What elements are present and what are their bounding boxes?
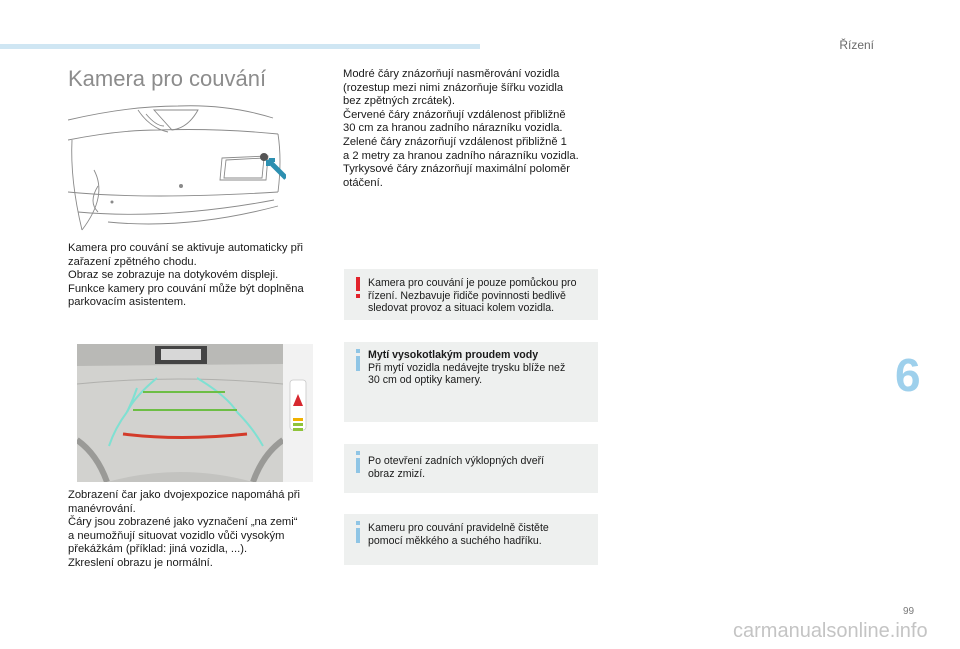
description-line: Červené čáry znázorňují vzdálenost přibližně xyxy=(343,108,566,121)
section-name: Řízení xyxy=(839,38,874,52)
description-line: a 2 metry za hranou zadního nárazníku vozidla. xyxy=(343,149,579,162)
intro-line: Obraz se zobrazuje na dotykovém displeji. xyxy=(68,269,279,282)
guide-lines-description xyxy=(343,68,605,190)
washing-info-note xyxy=(344,342,598,422)
warning-note xyxy=(344,269,598,320)
intro-text xyxy=(68,242,330,310)
note-line: Zobrazení čar jako dvojexpozice napomáhá při xyxy=(68,489,300,501)
note-line: manévrování. xyxy=(68,502,136,515)
washing-line: 30 cm od optiky kamery. xyxy=(368,374,483,387)
doors-info-note xyxy=(344,444,598,493)
rear-camera-car-illustration xyxy=(68,100,286,234)
description-line: bez zpětných zrcátek). xyxy=(343,95,455,108)
intro-line: Kamera pro couvání se aktivuje automaticky při xyxy=(68,242,304,254)
camera-display-note xyxy=(68,489,330,571)
note-line: Zkreslení obrazu je normální. xyxy=(68,556,213,569)
intro-line: parkovacím asistentem. xyxy=(68,296,187,309)
cleaning-line: Kameru pro couvání pravidelně čistěte xyxy=(368,522,549,534)
note-line: a neumožňují situovat vozidlo vůči vysokým xyxy=(68,529,285,542)
intro-line: zařazení zpětného chodu. xyxy=(68,255,197,268)
page-number: 99 xyxy=(903,606,915,617)
description-line: 30 cm za hranou zadního nárazníku vozidla. xyxy=(343,122,563,135)
warning-icon xyxy=(352,275,364,299)
description-line: otáčení. xyxy=(343,176,383,189)
header-accent-bar xyxy=(0,44,480,49)
description-line: Modré čáry znázorňují nasměrování vozidla xyxy=(343,68,560,80)
chapter-number: 6 xyxy=(895,349,921,401)
intro-line: Funkce kamery pro couvání může být doplněna xyxy=(68,282,304,295)
info-icon xyxy=(352,520,364,544)
warning-line: sledovat provoz a situaci kolem vozidla. xyxy=(368,302,555,315)
description-line: Zelené čáry znázorňují vzdálenost přibližně 1 xyxy=(343,135,567,148)
watermark: carmanualsonline.info xyxy=(733,620,928,642)
doors-line: obraz zmizí. xyxy=(368,467,426,480)
camera-view-graphic xyxy=(77,344,313,482)
doors-line: Po otevření zadních výklopných dveří xyxy=(368,455,545,467)
warning-line: Kamera pro couvání je pouze pomůckou pro xyxy=(368,277,577,289)
info-icon xyxy=(352,450,364,474)
warning-line: řízení. Nezbavuje řidiče povinnosti bedlivě xyxy=(368,289,566,302)
note-line: Čáry jsou zobrazené jako vyznačení „na zemi“ xyxy=(68,516,298,529)
camera-display-illustration xyxy=(77,344,313,482)
cleaning-line: pomocí měkkého a suchého hadříku. xyxy=(368,534,542,547)
note-line: překážkám (příklad: jiná vozidla, ...). xyxy=(68,543,248,556)
cleaning-info-note xyxy=(344,514,598,565)
description-line: (rozestup mezi nimi znázorňuje šířku vozidla xyxy=(343,81,564,94)
page-title: Kamera pro couvání xyxy=(68,66,267,91)
washing-line: Při mytí vozidla nedávejte trysku blíže než xyxy=(368,361,566,374)
info-icon xyxy=(352,348,364,372)
description-line: Tyrkysové čáry znázorňují maximální poloměr xyxy=(343,163,570,176)
washing-title: Mytí vysokotlakým proudem vody xyxy=(368,349,539,361)
